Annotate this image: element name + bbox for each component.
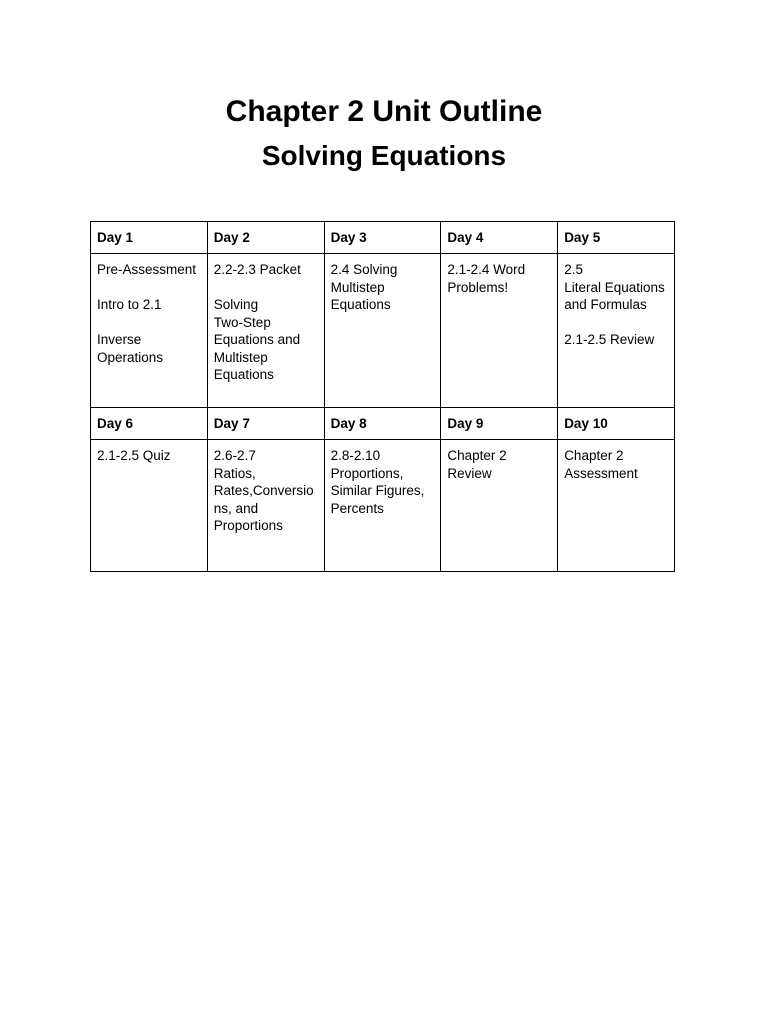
content-line: 2.1-2.5 Quiz	[97, 448, 171, 463]
content-line: Chapter 2	[447, 448, 507, 463]
day-content-cell	[207, 440, 324, 572]
content-line: 2.2-2.3 Packet	[213, 262, 301, 277]
day-content-cell	[441, 440, 558, 572]
page-title: Chapter 2 Unit Outline	[225, 95, 543, 128]
content-line: Multistep	[213, 349, 268, 365]
content-line: Proportions	[213, 518, 283, 533]
day-header-row	[91, 222, 675, 254]
content-line: Ratios,	[213, 465, 256, 481]
page-subtitle: Solving Equations	[261, 140, 507, 171]
day-content-row	[91, 254, 675, 408]
content-line: Chapter 2	[564, 448, 624, 463]
line-gap	[214, 279, 318, 297]
line-gap	[97, 279, 201, 297]
content-line: Operations	[97, 349, 164, 365]
content-line: Intro to 2.1	[97, 297, 162, 312]
content-line: Solving	[213, 297, 259, 312]
content-line: 2.6-2.7	[213, 448, 256, 463]
day-content-cell	[91, 254, 208, 408]
day-content-cell	[441, 254, 558, 408]
day-header-row	[91, 408, 675, 440]
content-line: Literal Equations	[564, 279, 665, 295]
day-header-cell: Day 2	[207, 222, 324, 254]
content-line: 2.1-2.4 Word	[447, 262, 526, 277]
content-line: Proportions,	[330, 465, 404, 481]
line-gap	[564, 314, 668, 332]
day-content-cell	[91, 440, 208, 572]
content-line: Percents	[330, 500, 384, 516]
day-header-cell: Day 5	[558, 222, 675, 254]
day-content-cell	[207, 254, 324, 408]
content-line: 2.4 Solving	[330, 262, 398, 277]
content-line: 2.8-2.10	[330, 448, 381, 463]
schedule-body	[91, 222, 675, 572]
day-header-cell: Day 1	[91, 222, 208, 254]
day-header-cell: Day 9	[441, 408, 558, 440]
day-content-cell	[558, 254, 675, 408]
content-line: Assessment	[564, 465, 638, 481]
day-content-cell	[558, 440, 675, 572]
day-header-cell: Day 4	[441, 222, 558, 254]
day-header-cell: Day 7	[207, 408, 324, 440]
day-header-cell: Day 3	[324, 222, 441, 254]
unit-schedule-table	[90, 221, 675, 572]
content-line: Two-Step	[213, 314, 271, 330]
content-line: Pre-Assessment	[97, 262, 197, 277]
content-line: Equations	[213, 367, 274, 382]
day-header-cell: Day 6	[91, 408, 208, 440]
line-gap	[97, 314, 201, 332]
day-header-cell: Day 10	[558, 408, 675, 440]
content-line: Equations and	[213, 332, 301, 347]
day-header-cell: Day 8	[324, 408, 441, 440]
content-line: Review	[447, 465, 492, 481]
content-line: ns, and	[213, 500, 259, 516]
content-line: Rates,Conversio	[213, 483, 314, 498]
content-line: Problems!	[447, 279, 509, 295]
content-line: 2.1-2.5 Review	[564, 332, 655, 347]
content-line: and Formulas	[564, 297, 647, 312]
content-line: Similar Figures,	[330, 483, 425, 498]
content-line: Equations	[330, 297, 391, 312]
content-line: Inverse	[97, 332, 142, 347]
content-line: Multistep	[330, 279, 385, 295]
day-content-row	[91, 440, 675, 572]
day-content-cell	[324, 254, 441, 408]
day-content-cell	[324, 440, 441, 572]
content-line: 2.5	[564, 262, 583, 277]
